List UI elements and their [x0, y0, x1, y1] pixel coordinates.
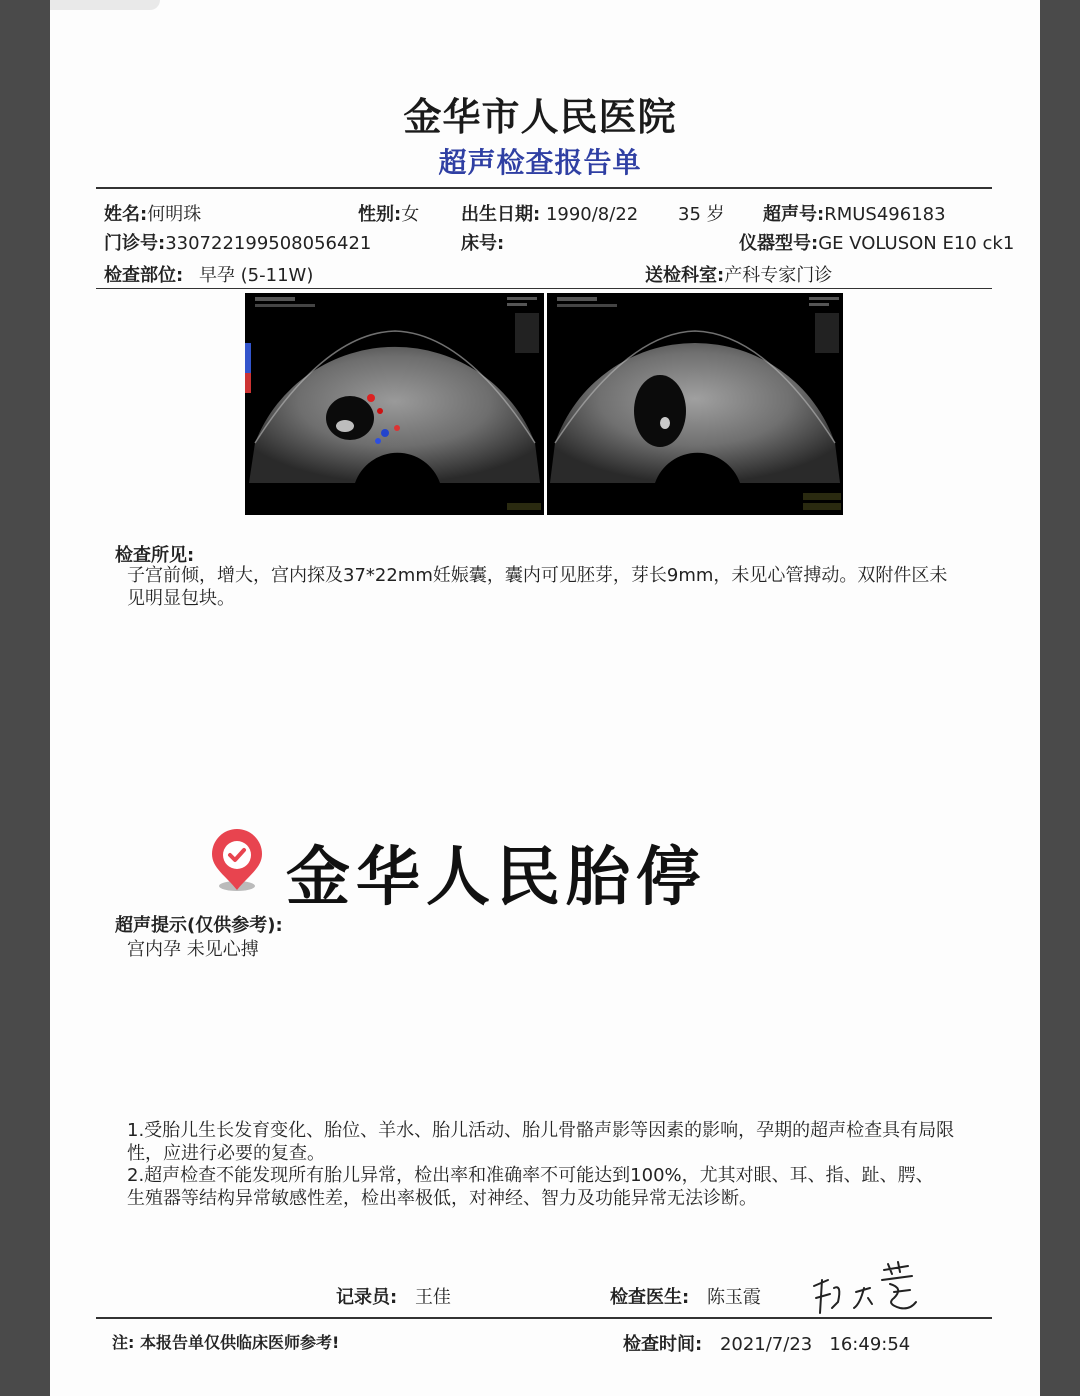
findings-label: 检查所见:: [115, 545, 195, 566]
dob-value: 1990/8/22: [545, 204, 639, 225]
watermark-caption: 金华人民胎停: [286, 841, 706, 915]
note-2: 2.超声检查不能发现所有胎儿异常，检出率和准确率不可能达到100%，尤其对眼、耳、指、趾、腭、生殖器等结构异常敏感性差，检出率极低，对神经、智力及功能异常无法诊断。: [127, 1165, 934, 1209]
hospital-name: 金华市人民医院: [403, 95, 677, 139]
exam-part-field: [104, 261, 313, 287]
doctor-label: 检查医生:: [610, 1287, 690, 1308]
report-title: 超声检查报告单: [438, 146, 642, 179]
doctor-field: [610, 1283, 761, 1309]
findings-text: 子宫前倾，增大，宫内探及37*22mm妊娠囊，囊内可见胚芽，芽长9mm，未见心管搏动。双附件区未见明显包块。: [127, 565, 948, 609]
sex-label: 性别:: [358, 204, 402, 225]
device-value: GE VOLUSON E10 ck1: [818, 233, 1015, 254]
us-no-field: [763, 200, 946, 226]
page-corner: [50, 0, 160, 10]
dept-label: 送检科室:: [645, 265, 725, 286]
clinic-no-label: 门诊号:: [104, 233, 166, 254]
ultrasound-image-doppler: [245, 293, 544, 515]
dept-value: 产科专家门诊: [724, 265, 833, 286]
dept-field: [645, 261, 832, 287]
us-no-value: RMUS496183: [824, 204, 946, 225]
impression-text: 宫内孕 未见心搏: [127, 939, 259, 960]
header-rule-bottom: [96, 288, 992, 289]
name-label: 姓名:: [104, 204, 148, 225]
us-no-label: 超声号:: [763, 204, 825, 225]
bed-field: [461, 229, 504, 255]
sex-field: [358, 200, 419, 226]
recorder-field: [336, 1283, 451, 1309]
age-value: 35 岁: [678, 204, 725, 225]
clinic-no-field: [104, 229, 371, 255]
header-rule-top: [96, 187, 992, 189]
exam-time-value: 2021/7/23 16:49:54: [719, 1334, 911, 1355]
doctor-signature: [808, 1258, 923, 1320]
impression-label: 超声提示(仅供参考):: [115, 915, 283, 936]
check-pin-icon: [206, 828, 268, 894]
dob-label: 出生日期:: [461, 204, 541, 225]
exam-part-label: 检查部位:: [104, 265, 184, 286]
footer-note: 注: 本报告单仅供临床医师参考!: [112, 1333, 340, 1352]
footer-rule: [96, 1317, 992, 1319]
recorder-name: 王佳: [414, 1287, 451, 1308]
clinic-no-value: 330722199508056421: [165, 233, 372, 254]
exam-part-value: 早孕 (5-11W): [198, 265, 314, 286]
device-field: [739, 229, 1014, 255]
exam-time-label: 检查时间:: [623, 1334, 703, 1355]
patient-name: 何明珠: [147, 204, 202, 225]
patient-name-field: [104, 200, 201, 226]
exam-time-field: [623, 1330, 910, 1356]
device-label: 仪器型号:: [739, 233, 819, 254]
note-1: 1.受胎儿生长发育变化、胎位、羊水、胎儿活动、胎儿骨骼声影等因素的影响，孕期的超声检查具有局限性，应进行必要的复查。: [127, 1120, 955, 1164]
recorder-label: 记录员:: [336, 1287, 398, 1308]
dob-field: [461, 200, 638, 226]
bed-label: 床号:: [461, 233, 505, 254]
sex-value: 女: [401, 204, 420, 225]
ultrasound-image-bmode: [547, 293, 843, 515]
doctor-name: 陈玉霞: [706, 1287, 761, 1308]
